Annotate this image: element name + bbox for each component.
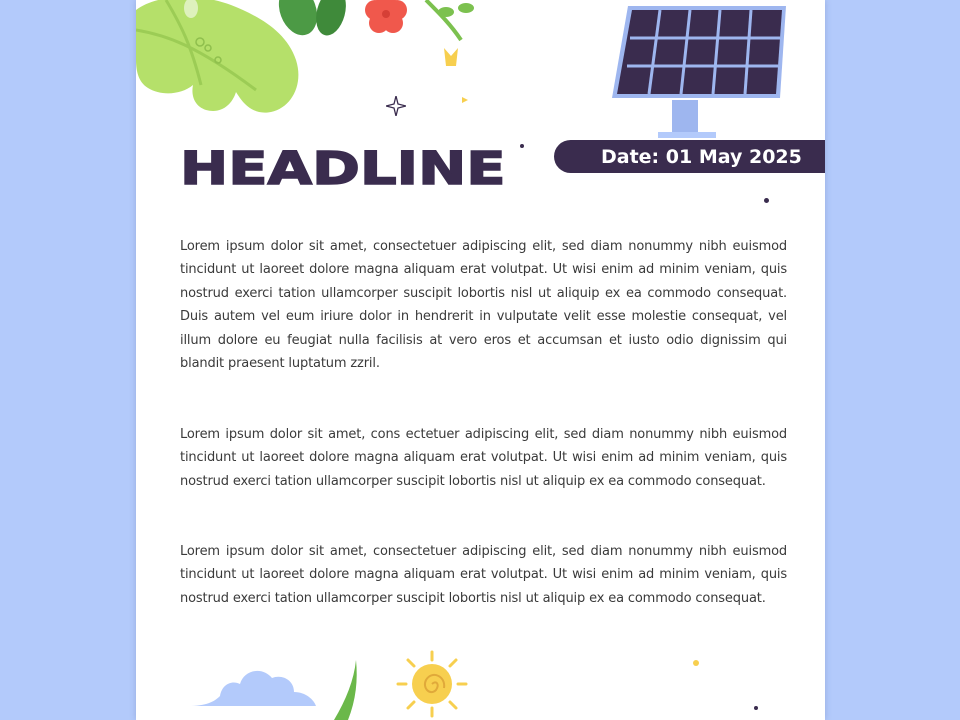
- document-page: [136, 0, 825, 720]
- date-label: Date: 01 May 2025: [601, 145, 802, 168]
- headline: HEADLINE: [180, 142, 506, 195]
- leaf-blade-icon: [326, 660, 366, 720]
- body-paragraph-1: Lorem ipsum dolor sit amet, consectetuer adipiscing elit, sed diam nonummy nibh euismod tincidunt ut laoreet dolore magna aliquam erat volutpat. Ut wisi enim ad minim veniam, quis nostrud exerci tation ullamcorper suscipit lobortis nisl ut aliquip ex ea commodo consequat. Duis autem vel eum iriure dolor in hendrerit in vulputate velit esse molestie consequat, vel illum dolore eu feugiat nulla facilisis at vero eros et accumsan et iusto odio dignissim qui blandit praesent luptatum zzril.: [180, 239, 787, 372]
- sparkle-icon: [460, 95, 470, 105]
- dot-decoration: [693, 660, 699, 666]
- dot-decoration: [764, 198, 769, 203]
- body-paragraph-2: Lorem ipsum dolor sit amet, cons ectetuer adipiscing elit, sed diam nonummy nibh euismod tincidunt ut laoreet dolore magna aliquam erat volutpat. Ut wisi enim ad minim veniam, quis nostrud exerci tation ullamcorper suscipit lobortis nisl ut aliquip ex ea commodo consequat.: [180, 427, 787, 489]
- body-paragraph-3: Lorem ipsum dolor sit amet, consectetuer adipiscing elit, sed diam nonummy nibh euismod tincidunt ut laoreet dolore magna aliquam erat volutpat. Ut wisi enim ad minim veniam, quis nostrud exerci tation ullamcorper suscipit lobortis nisl ut aliquip ex ea commodo consequat.: [180, 544, 787, 606]
- sparkle-icon: [386, 96, 406, 116]
- cloud-icon: [186, 662, 346, 712]
- solar-panel-icon: [608, 4, 788, 140]
- dot-decoration: [754, 706, 758, 710]
- dot-decoration: [520, 144, 524, 148]
- date-band: [554, 140, 825, 173]
- sun-icon: [396, 650, 468, 720]
- flower-icon: [276, 0, 491, 80]
